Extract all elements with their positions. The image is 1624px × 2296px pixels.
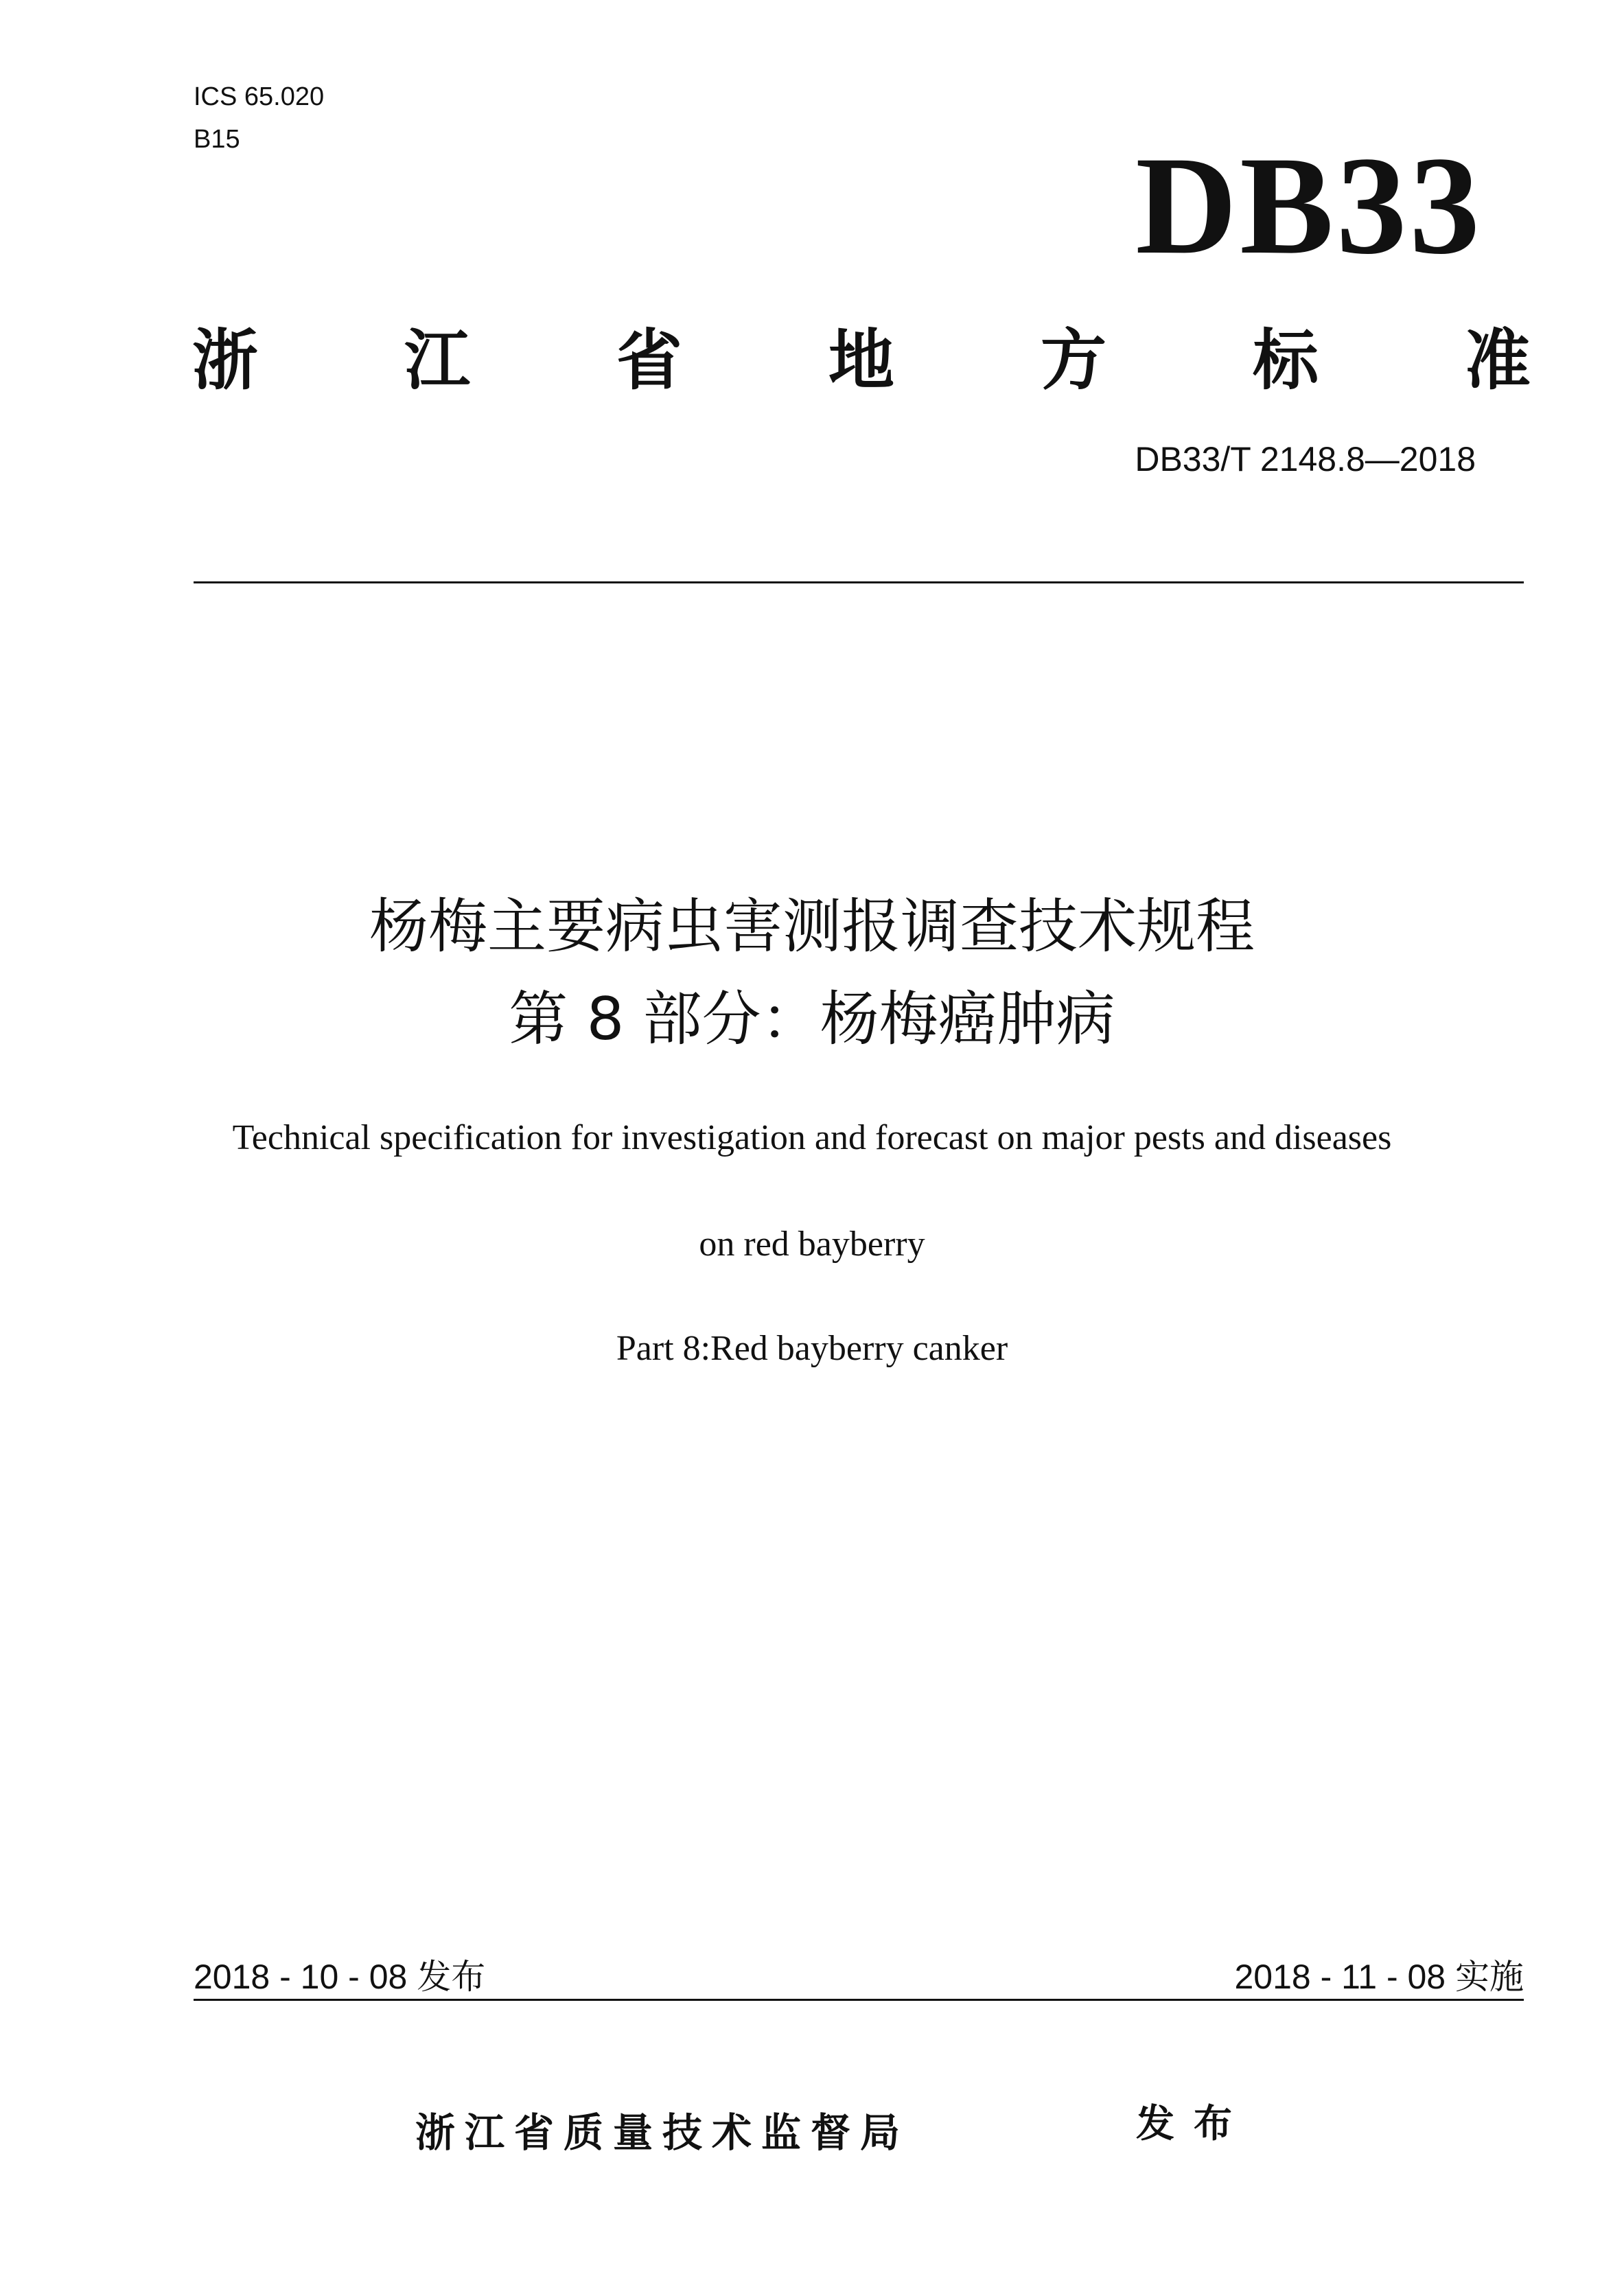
- ics-code: ICS 65.020: [194, 82, 325, 111]
- category-char: 准: [1465, 322, 1531, 399]
- footer-divider: [194, 1999, 1524, 2001]
- title-cn-line1: 杨梅主要病虫害测报调查技术规程: [369, 892, 1255, 961]
- issuing-authority: 浙江省质量技术监督局: [415, 2109, 910, 2156]
- publish-label: 发布: [1136, 2102, 1251, 2146]
- header-divider: [194, 581, 1524, 583]
- standard-logo: DB33: [1135, 128, 1483, 283]
- title-en-line1: Technical specification for investigation and forecast on major pests and diseases: [232, 1118, 1392, 1157]
- category-char: 省: [616, 322, 682, 399]
- category-char: 地: [828, 322, 894, 399]
- standard-number: DB33/T 2148.8—2018: [1135, 440, 1476, 478]
- title-en-line3: Part 8:Red bayberry canker: [616, 1329, 1008, 1368]
- implementation-date: 2018 - 11 - 08 实施: [1234, 1958, 1524, 1996]
- category-char: 方: [1041, 322, 1106, 399]
- standard-category: [192, 319, 1531, 402]
- category-char: 浙: [192, 322, 258, 399]
- ccs-code: B15: [194, 125, 240, 154]
- category-char: 标: [1253, 322, 1319, 399]
- title-en-line2: on red bayberry: [699, 1225, 925, 1264]
- title-cn-line2: 第 8 部分：杨梅癌肿病: [509, 985, 1115, 1054]
- category-char: 江: [404, 322, 470, 399]
- issue-date: 2018 - 10 - 08 发布: [194, 1958, 486, 1996]
